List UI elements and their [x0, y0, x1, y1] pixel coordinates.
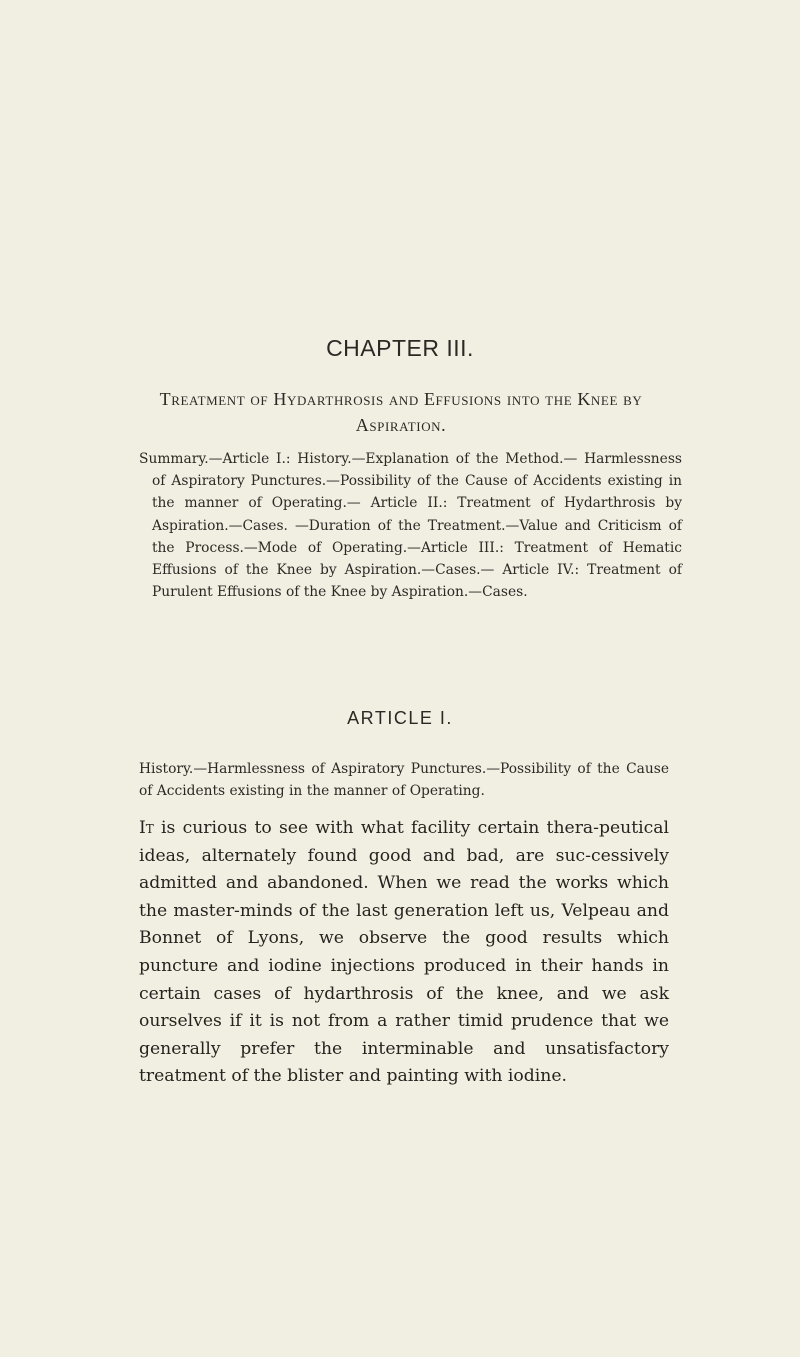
chapter-subtitle: Treatment of Hydarthrosis and Effusions into the Knee by Aspiration. [159, 389, 643, 435]
article-summary: History.—Harmlessness of Aspiratory Punctures.—Possibility of the Cause of Accidents existing in the manner of Operating. [139, 761, 669, 800]
article-heading: ARTICLE I. [347, 708, 453, 728]
chapter-title: CHAPTER III. [326, 335, 474, 361]
paragraph-lead-word: It [139, 818, 154, 838]
chapter-summary: Summary.—Article I.: History.—Explanation of the Method.— Harmlessness of Aspiratory Punctures.—Possibility of the Cause of Accidents existing in the manner of Operating.— Article II.: Treatment of Hydarthrosis by Aspiration.—Cases. —Duration of the Treatment.—Value and Criticism of the Process.—Mode of Operating.—Article III.: Treatment of Hematic Effusions of the Knee by Aspiration.—Cases.— Article IV.: Treatment of Purulent Effusions of the Knee by Aspiration.—Cases. [139, 451, 682, 601]
body-paragraph [139, 815, 669, 1091]
paragraph-body: is curious to see with what facility certain thera-peutical ideas, alternately found good and bad, are suc-cessively admitted and abandoned. When we read the works which the master-minds of the last generation left us, Velpeau and Bonnet of Lyons, we observe the good results which puncture and iodine injections produced in their hands in certain cases of hydarthrosis of the knee, and we ask ourselves if it is not from a rather timid prudence that we generally prefer the interminable and unsatisfactory treatment of the blister and painting with iodine. [139, 818, 669, 1087]
